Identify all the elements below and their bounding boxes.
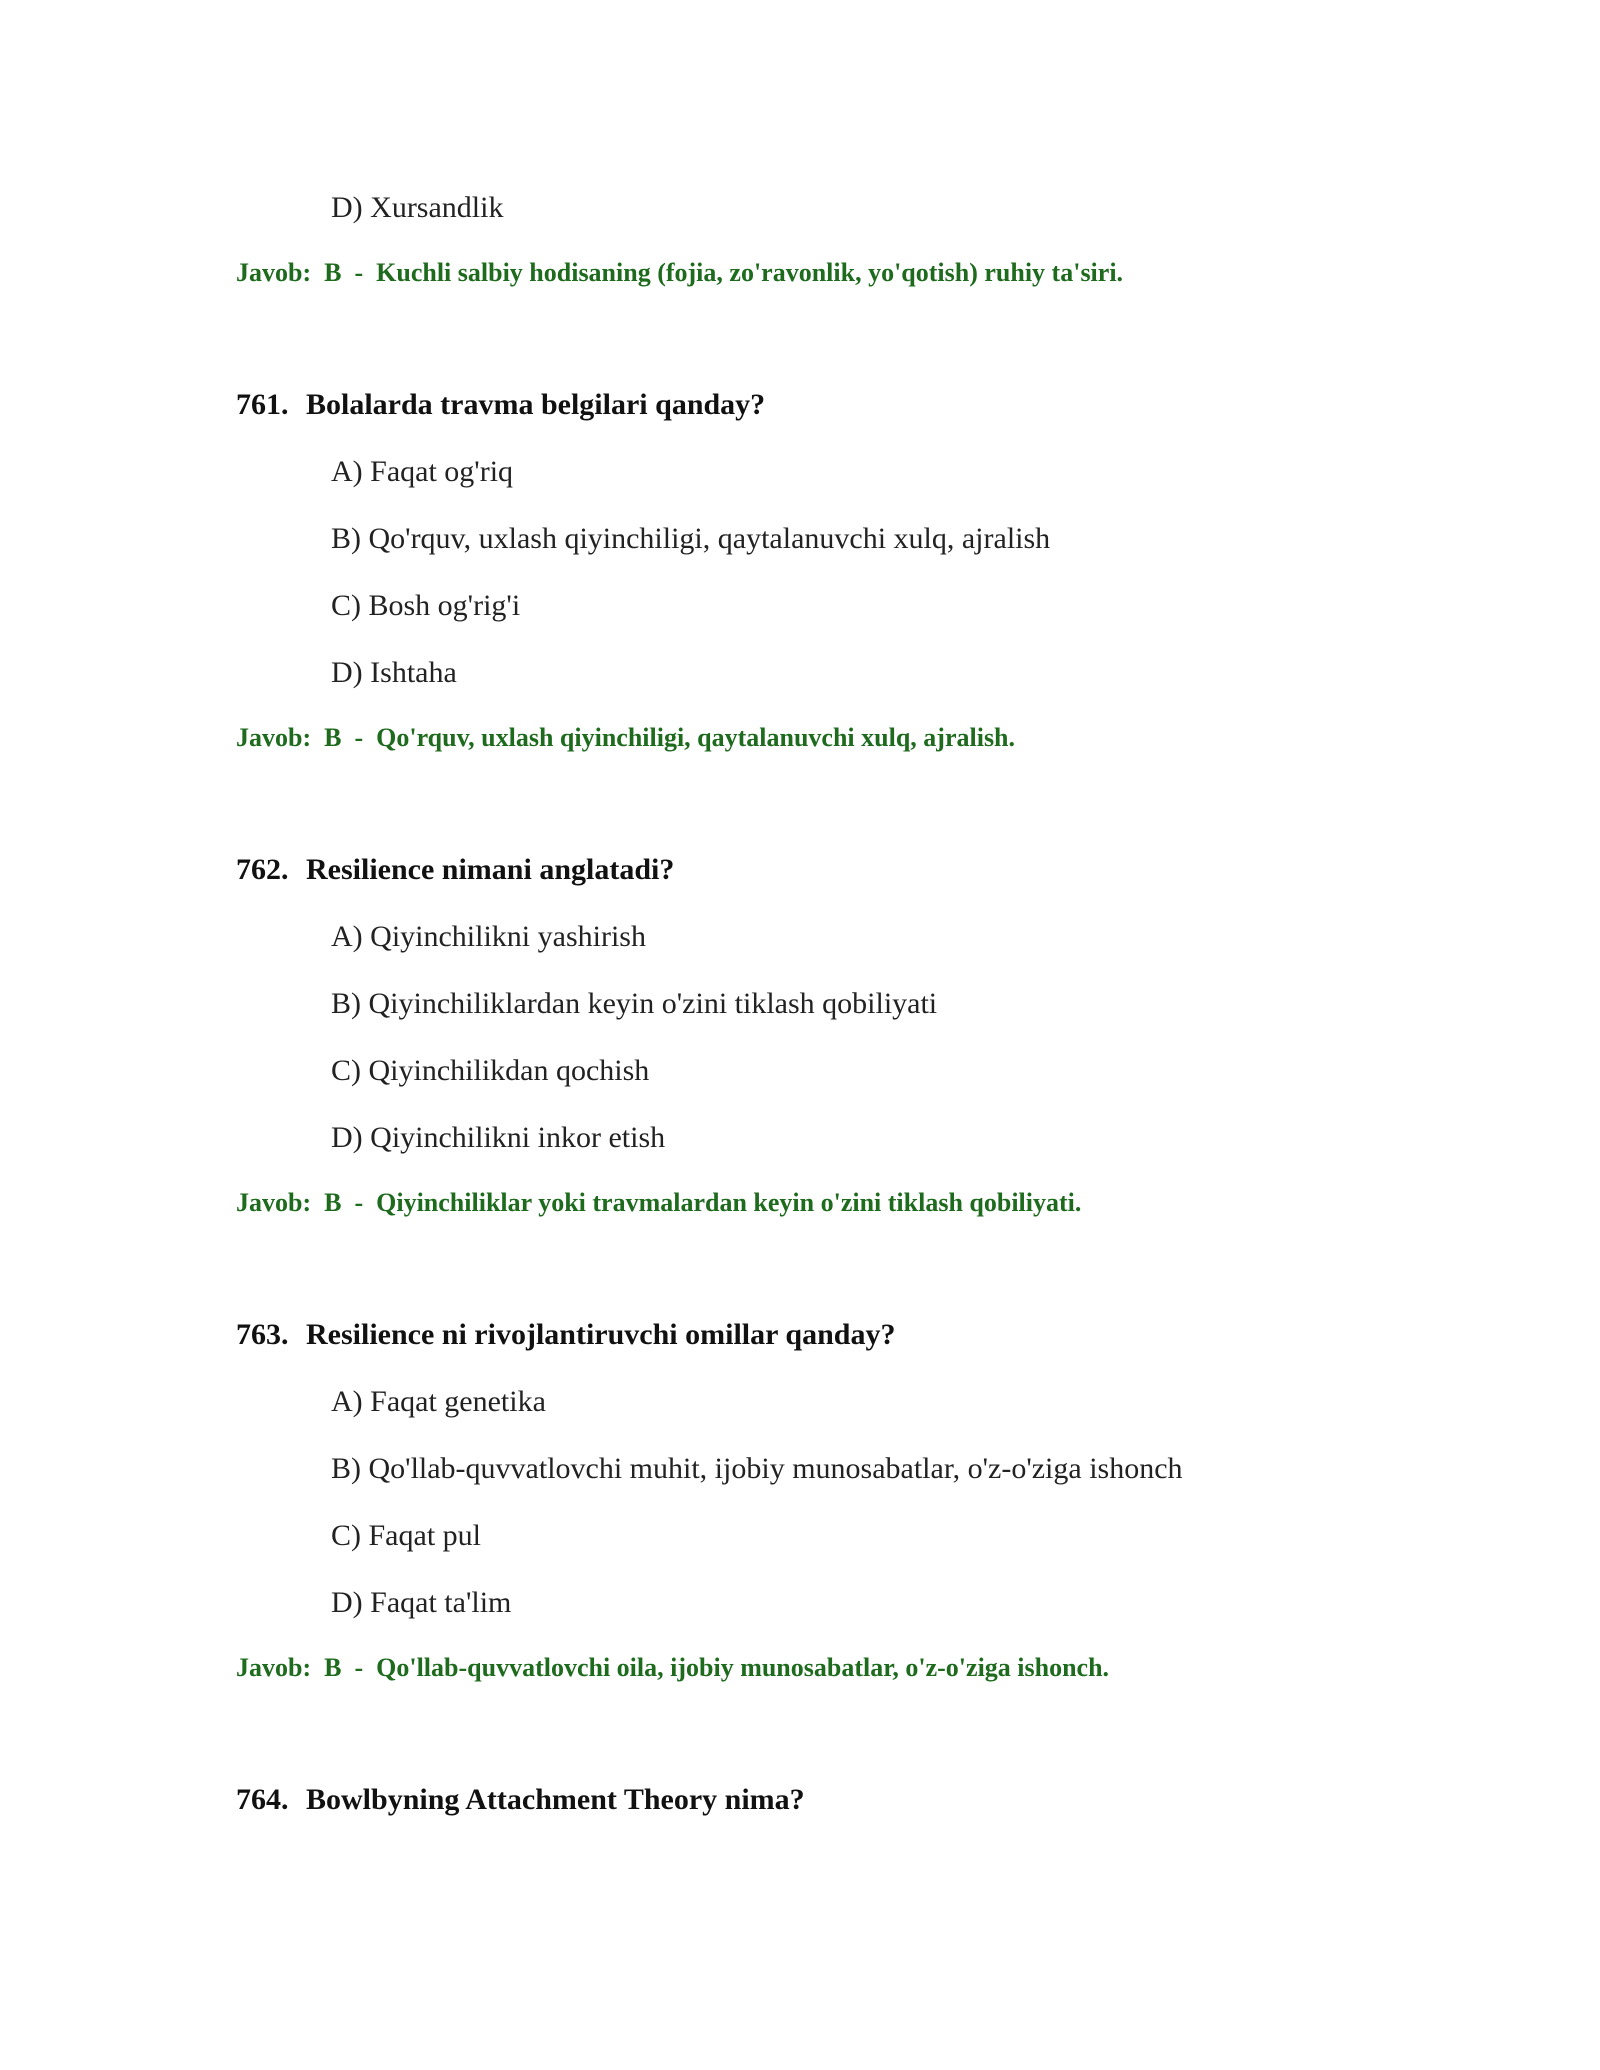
question-number: 762. [236,853,289,886]
answer-label: Javob: [236,1188,312,1217]
option-d [331,1123,665,1153]
answer-line [236,260,1123,286]
option-text: D) Ishtaha [331,656,457,689]
answer-label: Javob: [236,258,312,287]
question-763 [236,1320,895,1350]
answer-letter: B [324,1653,342,1682]
option-d [331,193,503,223]
question-title: Resilience nimani anglatadi? [306,853,675,886]
question-title: Bolalarda travma belgilari qanday? [306,388,766,421]
option-text: C) Bosh og'rig'i [331,589,521,622]
question-number: 764. [236,1783,289,1816]
option-text: C) Qiyinchilikdan qochish [331,1054,650,1087]
option-b [331,1454,1183,1484]
option-d [331,1588,511,1618]
answer-dash: - [354,723,364,752]
answer-letter: B [324,723,342,752]
option-b [331,989,937,1019]
option-c [331,1521,481,1551]
option-text: A) Faqat genetika [331,1385,546,1418]
option-text: C) Faqat pul [331,1519,481,1552]
option-text: A) Faqat og'riq [331,455,514,488]
option-text: B) Qo'rquv, uxlash qiyinchiligi, qaytalanuvchi xulq, ajralish [331,522,1051,555]
option-c [331,591,520,621]
question-title: Resilience ni rivojlantiruvchi omillar qanday? [306,1318,896,1351]
option-c [331,1056,649,1086]
answer-line [236,725,1015,751]
answer-label: Javob: [236,1653,312,1682]
option-text: D) Qiyinchilikni inkor etish [331,1121,666,1154]
option-a [331,922,646,952]
answer-label: Javob: [236,723,312,752]
answer-text: Kuchli salbiy hodisaning (fojia, zo'ravonlik, yo'qotish) ruhiy ta'siri. [376,258,1124,287]
question-762 [236,855,674,885]
answer-letter: B [324,1188,342,1217]
question-number: 763. [236,1318,289,1351]
question-764 [236,1785,805,1815]
answer-text: Qo'rquv, uxlash qiyinchiligi, qaytalanuvchi xulq, ajralish. [376,723,1016,752]
question-761 [236,390,765,420]
question-title: Bowlbyning Attachment Theory nima? [306,1783,805,1816]
answer-dash: - [354,1188,364,1217]
option-text: A) Qiyinchilikni yashirish [331,920,646,953]
option-a [331,457,513,487]
answer-line [236,1190,1081,1216]
answer-dash: - [354,258,364,287]
answer-letter: B [324,258,342,287]
option-text: B) Qiyinchiliklardan keyin o'zini tiklash qobiliyati [331,987,938,1020]
option-b [331,524,1050,554]
answer-dash: - [354,1653,364,1682]
answer-text: Qiyinchiliklar yoki travmalardan keyin o'zini tiklash qobiliyati. [376,1188,1082,1217]
option-d [331,658,457,688]
answer-line [236,1655,1109,1681]
option-text: B) Qo'llab-quvvatlovchi muhit, ijobiy munosabatlar, o'z-o'ziga ishonch [331,1452,1183,1485]
option-text: D) Xursandlik [331,191,504,224]
answer-text: Qo'llab-quvvatlovchi oila, ijobiy munosabatlar, o'z-o'ziga ishonch. [376,1653,1110,1682]
question-number: 761. [236,388,289,421]
option-text: D) Faqat ta'lim [331,1586,512,1619]
option-a [331,1387,546,1417]
